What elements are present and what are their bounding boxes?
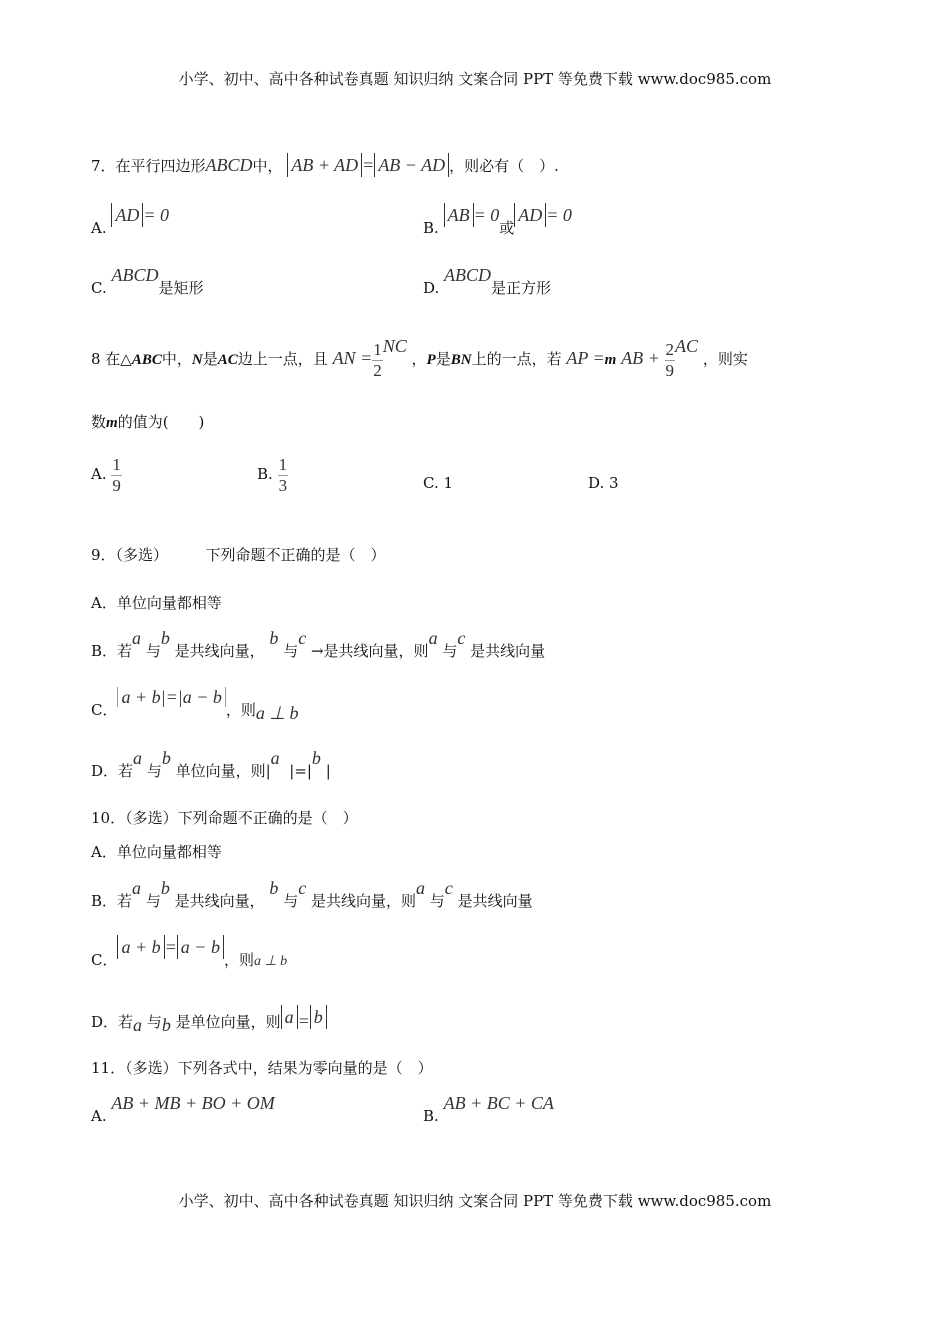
var: c (298, 878, 307, 898)
q10-option-d (91, 1007, 327, 1035)
question-7-stem (91, 156, 559, 175)
option-text: 是正方形 (491, 279, 552, 297)
option-expr: AD (514, 203, 546, 227)
fraction-1-3 (278, 455, 289, 496)
var: b (161, 748, 171, 768)
q8-option-a (91, 452, 122, 496)
option-label: B. (423, 219, 439, 237)
q11-option-b (423, 1093, 554, 1125)
q9-option-d (91, 748, 331, 780)
q8-expr: AC (675, 336, 699, 356)
option-label: D. (423, 279, 440, 297)
fraction-1-2 (372, 340, 383, 381)
option-or: 或 (499, 219, 515, 237)
text: 是共线向量， (174, 642, 265, 660)
q8-var: N (191, 352, 203, 368)
option-label: C． (91, 951, 118, 969)
question-9-stem: 9．（多选） 下列命题不正确的是（ ） (91, 546, 386, 564)
q8-text: ，则实 (702, 350, 748, 368)
fraction-2-9 (665, 340, 676, 381)
question-11-stem: 11．（多选）下列各式中，结果为零向量的是（ ） (91, 1059, 433, 1077)
var: b (269, 628, 279, 648)
option-expr: ABCD (444, 265, 492, 285)
q8-var: AC (217, 352, 238, 368)
q7-text-mid: 中， (252, 157, 283, 175)
var: b (161, 1015, 171, 1035)
q8-text: 数 (91, 413, 107, 431)
numerator: 1 (278, 454, 288, 474)
var: b (160, 878, 170, 898)
page-header: 小学、初中、高中各种试卷真题 知识归纳 文案合同 PPT 等免费下载 www.doc985.com (178, 70, 772, 88)
text: ，则 (225, 701, 256, 719)
text: | (325, 762, 331, 780)
eq: |=| (289, 762, 312, 780)
option-value: 1 (443, 474, 454, 492)
var: a (133, 1015, 143, 1035)
q8-text: 是 (202, 350, 218, 368)
fraction-1-9 (111, 455, 122, 496)
text: ，则 (223, 951, 254, 969)
q8-option-b (257, 452, 288, 496)
q7-option-a (91, 205, 170, 237)
option-label: B. (257, 465, 273, 483)
option-text: 是矩形 (158, 279, 204, 297)
text: 与 (283, 892, 299, 910)
expr: a − b (183, 687, 226, 707)
q7-text: 7．在平行四边形 (91, 157, 206, 175)
q8-text: 8 在△ (91, 350, 132, 368)
expr: a ⊥ b (255, 703, 299, 723)
expr: a + b (117, 687, 160, 707)
option-value: 3 (609, 474, 619, 492)
q7-lhs: AB + AD (287, 153, 362, 177)
text: 是共线向量 (457, 892, 533, 910)
q8-var: m (106, 415, 118, 431)
q10-option-c (91, 937, 288, 971)
text: 是共线向量 (470, 642, 546, 660)
var: b (160, 628, 170, 648)
var: a (270, 748, 280, 768)
text: 是单位向量，则 (175, 1013, 281, 1031)
var: a (416, 878, 425, 898)
question-8-line2 (91, 413, 204, 432)
var: b (311, 748, 321, 768)
var: c (457, 628, 466, 648)
q8-text: 边上一点，且 (237, 350, 328, 368)
var: a (132, 878, 142, 898)
option-label: D．若 (91, 1013, 134, 1031)
option-label: C． (91, 701, 118, 719)
q8-text: 中， (161, 350, 192, 368)
expr: a + b (117, 935, 164, 959)
text: 与 (145, 642, 161, 660)
q8-var: BN (450, 352, 472, 368)
text: 与 (429, 892, 445, 910)
var: a (428, 628, 438, 648)
var: b (269, 878, 279, 898)
page-footer: 小学、初中、高中各种试卷真题 知识归纳 文案合同 PPT 等免费下载 www.doc985.com (178, 1192, 772, 1210)
numerator: 1 (373, 339, 382, 359)
expr: a − b (177, 935, 224, 959)
option-label: A. (91, 219, 107, 237)
denominator: 3 (278, 475, 288, 495)
denominator: 9 (112, 475, 121, 495)
text: 是共线向量， (174, 892, 265, 910)
option-label: C. (91, 279, 107, 297)
var: a (133, 748, 143, 768)
denominator: 2 (373, 360, 382, 380)
q8-text: 的值为( ) (117, 413, 205, 431)
q8-text: 上的一点，若 (471, 350, 562, 368)
text: 与 (442, 642, 458, 660)
question-8-stem (91, 336, 748, 382)
eq: |=| (160, 687, 183, 707)
var: a (281, 1005, 298, 1029)
eq: = (297, 1011, 310, 1031)
option-expr: AD (111, 203, 143, 227)
option-label: B. (423, 1107, 439, 1125)
option-expr: AB + MB + BO + OM (111, 1093, 275, 1113)
option-label: D．若 (91, 762, 134, 780)
q8-var: m (604, 352, 617, 368)
option-label: B．若 (91, 642, 133, 660)
q8-text: 是 (435, 350, 451, 368)
option-expr: AB (444, 203, 474, 227)
text: →是共线向量，则 (310, 642, 429, 660)
option-tail: = 0 (546, 205, 572, 225)
q8-text: ， (411, 350, 427, 368)
q7-rhs: AB − AD (374, 153, 449, 177)
var: b (310, 1005, 327, 1029)
q7-option-d (423, 265, 552, 297)
q9-option-b (91, 628, 546, 660)
text: 与 (283, 642, 299, 660)
q7-option-b (423, 205, 572, 237)
option-tail: = 0 (473, 205, 500, 225)
option-label: C. (423, 474, 439, 492)
q10-option-a: A．单位向量都相等 (91, 843, 222, 861)
eq: = (164, 937, 177, 957)
question-10-stem: 10．（多选）下列命题不正确的是（ ） (91, 809, 358, 827)
q7-option-c (91, 265, 204, 297)
option-label: B．若 (91, 892, 133, 910)
q8-expr: AN = (332, 348, 373, 368)
q8-option-d (588, 474, 619, 492)
text: 与 (146, 1013, 162, 1031)
q8-var: P (426, 352, 436, 368)
q8-expr: NC (382, 336, 407, 356)
q11-option-a (91, 1093, 275, 1125)
expr: a ⊥ b (253, 954, 288, 969)
q9-option-a: A．单位向量都相等 (91, 594, 222, 612)
q7-abcd: ABCD (205, 155, 253, 175)
option-label: D. (588, 474, 605, 492)
numerator: 1 (112, 454, 121, 474)
q7-suffix: ，则必有（ ）. (449, 157, 559, 175)
var: c (444, 878, 453, 898)
q8-var: ABC (131, 352, 162, 368)
option-expr: ABCD (111, 265, 159, 285)
option-expr: AB + BC + CA (443, 1093, 554, 1113)
q8-option-c (423, 474, 453, 492)
text: 是共线向量，则 (310, 892, 416, 910)
q8-expr: AP = (566, 348, 605, 368)
var: c (298, 628, 307, 648)
option-label: A. (91, 465, 107, 483)
text: 与 (145, 892, 161, 910)
text: 单位向量，则| (175, 762, 271, 780)
q7-eq: = (362, 155, 375, 175)
option-label: A. (91, 1107, 107, 1125)
text: 与 (146, 762, 162, 780)
q9-option-c (91, 687, 299, 723)
option-tail: = 0 (143, 205, 170, 225)
q10-option-b (91, 878, 533, 910)
numerator: 2 (665, 339, 675, 359)
var: a (132, 628, 142, 648)
q8-expr: AB + (621, 348, 660, 368)
denominator: 9 (665, 360, 675, 380)
